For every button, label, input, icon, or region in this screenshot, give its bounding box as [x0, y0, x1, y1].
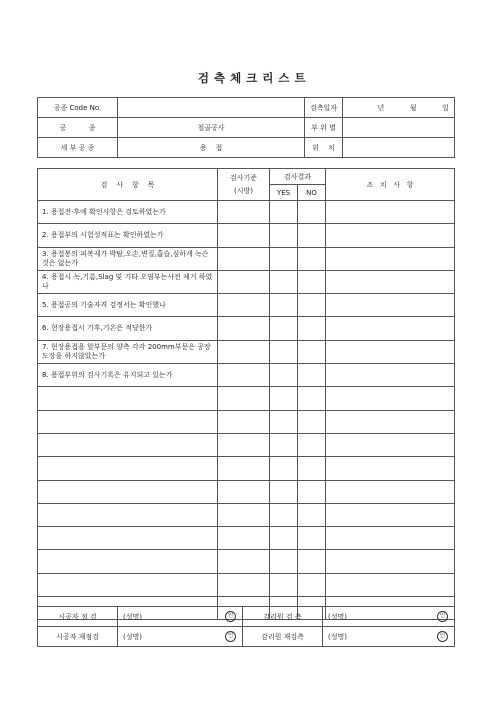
item-text: [38, 480, 218, 503]
yes-cell[interactable]: [270, 573, 298, 596]
table-row: [38, 410, 455, 433]
yes-cell[interactable]: [270, 480, 298, 503]
inspection-items-table: [37, 168, 455, 620]
header-standard: [218, 169, 270, 201]
standard-cell[interactable]: [218, 480, 270, 503]
table-row: [38, 527, 455, 550]
part-label: 부 위 별: [305, 118, 343, 138]
yes-cell[interactable]: [270, 201, 298, 224]
contractor-recheck-sign[interactable]: [118, 627, 243, 647]
no-cell[interactable]: [298, 340, 326, 363]
standard-cell[interactable]: [218, 317, 270, 340]
table-row: [38, 201, 455, 224]
standard-cell[interactable]: [218, 433, 270, 456]
seal-icon: 인: [225, 611, 236, 622]
seal-icon: 인: [437, 631, 448, 642]
seal-icon: 인: [225, 631, 236, 642]
item-text: 7. 현장용접을 할부문의 양측 각각 200mm부문은 공장도장을 하지않았는가: [38, 340, 218, 363]
table-row: [38, 224, 455, 247]
table-row: [38, 503, 455, 526]
year-label: 년: [377, 103, 385, 112]
no-cell[interactable]: [298, 480, 326, 503]
item-text: 4. 용접시 녹,기름,Slag 및 기타 오염부는사전 제거 하였나: [38, 270, 218, 293]
item-text: 1. 용접전·후에 확인사항은 검토하였는가: [38, 201, 218, 224]
table-row: [38, 294, 455, 317]
item-text: [38, 503, 218, 526]
info-table: [37, 97, 455, 158]
action-cell[interactable]: [326, 503, 455, 526]
table-row: [38, 573, 455, 596]
item-text: [38, 457, 218, 480]
seal-icon: 인: [437, 611, 448, 622]
yes-cell[interactable]: [270, 527, 298, 550]
item-text: 6. 현장용접시 기후,기온은 적당한가: [38, 317, 218, 340]
table-row: [38, 270, 455, 293]
item-text: [38, 387, 218, 410]
header-standard-line1: 검사기준: [229, 173, 258, 182]
yes-cell[interactable]: [270, 224, 298, 247]
yes-cell[interactable]: [270, 387, 298, 410]
work-type-value[interactable]: 철골공사: [118, 118, 305, 138]
yes-cell[interactable]: [270, 364, 298, 387]
name-label: (성명): [123, 613, 142, 621]
action-cell[interactable]: [326, 410, 455, 433]
no-cell[interactable]: [298, 364, 326, 387]
part-value[interactable]: [343, 118, 455, 138]
standard-cell[interactable]: [218, 573, 270, 596]
action-cell[interactable]: [326, 294, 455, 317]
action-cell[interactable]: [326, 527, 455, 550]
standard-cell[interactable]: [218, 270, 270, 293]
no-cell[interactable]: [298, 503, 326, 526]
yes-cell[interactable]: [270, 457, 298, 480]
table-row: [38, 340, 455, 363]
standard-cell[interactable]: [218, 457, 270, 480]
no-cell[interactable]: [298, 573, 326, 596]
yes-cell[interactable]: [270, 270, 298, 293]
item-text: 5. 용접공의 기술자격 검정서는 확인했나: [38, 294, 218, 317]
action-cell[interactable]: [326, 433, 455, 456]
no-cell[interactable]: [298, 387, 326, 410]
standard-cell[interactable]: [218, 201, 270, 224]
action-cell[interactable]: [326, 317, 455, 340]
no-cell[interactable]: [298, 247, 326, 270]
table-row: [38, 247, 455, 270]
no-cell[interactable]: [298, 527, 326, 550]
item-text: 2. 용접부의 시험성적표는 확인하였는가: [38, 224, 218, 247]
action-cell[interactable]: [326, 340, 455, 363]
header-yes: YES: [270, 185, 298, 201]
sub-work-type-label: 세 부 공 종: [38, 138, 118, 158]
name-label: (성명): [328, 613, 347, 621]
sub-work-type-value[interactable]: 용 접: [118, 138, 305, 158]
no-cell[interactable]: [298, 550, 326, 573]
day-label: 일: [441, 103, 449, 112]
no-cell[interactable]: [298, 410, 326, 433]
yes-cell[interactable]: [270, 340, 298, 363]
standard-cell[interactable]: [218, 527, 270, 550]
standard-cell[interactable]: [218, 503, 270, 526]
action-cell[interactable]: [326, 364, 455, 387]
yes-cell[interactable]: [270, 550, 298, 573]
supervisor-reinspect-sign[interactable]: [323, 627, 455, 647]
name-label: (성명): [328, 633, 347, 641]
header-standard-line2: (시방): [234, 186, 253, 195]
page-title: 검 측 체 크 리 스 트: [197, 71, 307, 85]
no-cell[interactable]: [298, 270, 326, 293]
header-action: 조 치 사 항: [326, 169, 455, 201]
location-value[interactable]: [343, 138, 455, 158]
contractor-check-label: 시공자 점 검: [38, 607, 118, 627]
item-text: [38, 573, 218, 596]
action-cell[interactable]: [326, 387, 455, 410]
no-cell[interactable]: [298, 317, 326, 340]
table-row: [38, 457, 455, 480]
action-cell[interactable]: [326, 457, 455, 480]
no-cell[interactable]: [298, 201, 326, 224]
sign-table: [37, 606, 455, 647]
header-item: 검 사 항 목: [38, 169, 218, 201]
no-cell[interactable]: [298, 294, 326, 317]
supervisor-inspect-label: 감리원 검 측: [243, 607, 323, 627]
work-type-label: 공 종: [38, 118, 118, 138]
code-label: 공종 Code No.: [38, 98, 118, 118]
table-row: [38, 480, 455, 503]
table-row: [38, 364, 455, 387]
standard-cell[interactable]: [218, 340, 270, 363]
item-text: [38, 527, 218, 550]
standard-cell[interactable]: [218, 224, 270, 247]
action-cell[interactable]: [326, 550, 455, 573]
item-text: [38, 410, 218, 433]
no-cell[interactable]: [298, 457, 326, 480]
action-cell[interactable]: [326, 573, 455, 596]
table-row: [38, 550, 455, 573]
name-label: (성명): [123, 633, 142, 641]
yes-cell[interactable]: [270, 503, 298, 526]
yes-cell[interactable]: [270, 317, 298, 340]
action-cell[interactable]: [326, 480, 455, 503]
table-row: [38, 317, 455, 340]
yes-cell[interactable]: [270, 294, 298, 317]
table-row: [38, 433, 455, 456]
standard-cell[interactable]: [218, 294, 270, 317]
inspection-date-value[interactable]: [343, 98, 455, 118]
item-text: [38, 433, 218, 456]
month-label: 월: [409, 103, 417, 112]
supervisor-reinspect-label: 감리원 재검측: [243, 627, 323, 647]
item-text: 3. 용접봉의 피복제가 박탈,오손,변질,흡습,심하게 녹슨 것은 없는가: [38, 247, 218, 270]
contractor-recheck-label: 시공자 재점검: [38, 627, 118, 647]
header-no: NO: [298, 185, 326, 201]
code-value[interactable]: [118, 98, 305, 118]
inspection-date-label: 검측일자: [305, 98, 343, 118]
action-cell[interactable]: [326, 201, 455, 224]
supervisor-inspect-sign[interactable]: [323, 607, 455, 627]
header-result: 검사결과: [270, 169, 326, 185]
yes-cell[interactable]: [270, 247, 298, 270]
item-text: 8. 용접부위의 검사기록은 유지되고 있는가: [38, 364, 218, 387]
standard-cell[interactable]: [218, 364, 270, 387]
table-row: [38, 387, 455, 410]
action-cell[interactable]: [326, 224, 455, 247]
location-label: 위 치: [305, 138, 343, 158]
standard-cell[interactable]: [218, 410, 270, 433]
standard-cell[interactable]: [218, 247, 270, 270]
yes-cell[interactable]: [270, 433, 298, 456]
standard-cell[interactable]: [218, 550, 270, 573]
action-cell[interactable]: [326, 247, 455, 270]
item-text: [38, 550, 218, 573]
no-cell[interactable]: [298, 224, 326, 247]
standard-cell[interactable]: [218, 387, 270, 410]
action-cell[interactable]: [326, 270, 455, 293]
no-cell[interactable]: [298, 433, 326, 456]
contractor-check-sign[interactable]: [118, 607, 243, 627]
yes-cell[interactable]: [270, 410, 298, 433]
